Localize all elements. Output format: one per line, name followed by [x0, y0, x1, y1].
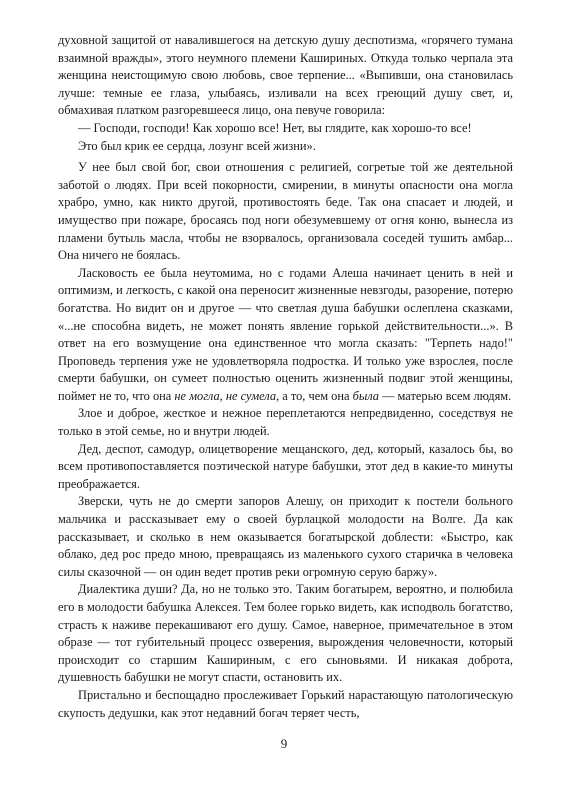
text-run: , а то, чем она: [276, 388, 353, 403]
paragraph: У нее был свой бог, свои отношения с религией, согретые той же деятельной заботой о людях. При всей покорности, смирении, в минуты опасности она могла храбро, умно, как никто другой, противостоять беде. Так она спасает и людей, и имущество при пожаре, бросаясь под ноги обезумевшему от огня коню, вынесла из пламени бутыль масла, чтобы не взорвалось, организовала соседей тушить амбар... Она ничего не боялась.: [58, 160, 513, 263]
paragraph: — Господи, господи! Как хорошо все! Нет, вы глядите, как хорошо-то все!: [78, 120, 472, 135]
paragraph: Злое и доброе, жесткое и нежное переплетаются непредвиденно, соседствуя не только в этой семье, но и внутри людей.: [58, 406, 513, 439]
page-body: [58, 32, 513, 722]
paragraph: духовной защитой от навалившегося на детскую душу деспотизма, «горячего тумана взаимной вражды», этого неумного племени Кашириных. Откуда только черпала эта женщина неистощимую свою любовь, свое терпение... «Выпивши, она становилась лучше: темные ее глаза, улыбаясь, изливали на всех греющий душу свет, и, обмахивая платком разгоревшееся лицо, она певуче говорила:: [58, 33, 513, 118]
text-run: Ласковость ее была неутомима, но с годами Алеша начинает ценить в ней и оптимизм, и легкость, с какой она переносит жизненные невзгоды, разорение, потерю богатства. Но видит он и другое — что светлая душа бабушки ослеплена сказками, «...не способна видеть, не может понять явление горькой действительности...». В ответ на его возмущение она единственное что могла сказать: "Терпеть надо!" Проповедь терпения уже не удовлетворяла подростка. И только уже взрослея, после смерти бабушки, он сумеет полностью оценить жизненный подвиг этой женщины, поймет не то, что она: [58, 265, 513, 403]
paragraph: Зверски, чуть не до смерти запоров Алешу, он приходит к постели больного мальчика и рассказывает ему о своей бурлацкой молодости на Волге. Да как рассказывает, и сколько в нем оказывается богатырской доблести: «Быстро, как облако, дед рос предо мною, превращаясь из маленького сухого старичка в человека силы сказочной — он один ведет против реки огромную серую баржу».: [58, 494, 513, 579]
paragraph: Пристально и беспощадно прослеживает Горький нарастающую патологическую скупость дедушки, как этот недавний богач теряет честь,: [58, 687, 513, 720]
paragraph: Диалектика души? Да, но не только это. Таким богатырем, вероятно, и полюбила его в молодости бабушка Алексея. Тем более горько видеть, как исподволь богатство, страсть к наживе перекашивают его душу. Самое, наверное, примечательное в этом образе — тот губительный процесс озверения, вырождения человечности, который происходит со старшим Кашириным, с его сыновьями. И никакая доброта, душевность бабушки не могут спасти, остановить их.: [58, 582, 513, 685]
paragraph: [58, 265, 513, 406]
paragraph: Дед, деспот, самодур, олицетворение мещанского, дед, который, казалось бы, во всем противопоставляется поэтической натуре бабушки, этот дед в какие-то минуты преображается.: [58, 441, 513, 491]
emphasis-text: не могла, не сумела: [174, 388, 277, 403]
paragraph: Это был крик ее сердца, лозунг всей жизни».: [78, 138, 316, 153]
emphasis-text: была: [352, 388, 379, 403]
text-run: — матерью всем людям.: [378, 388, 512, 403]
page-number: 9: [280, 736, 288, 751]
